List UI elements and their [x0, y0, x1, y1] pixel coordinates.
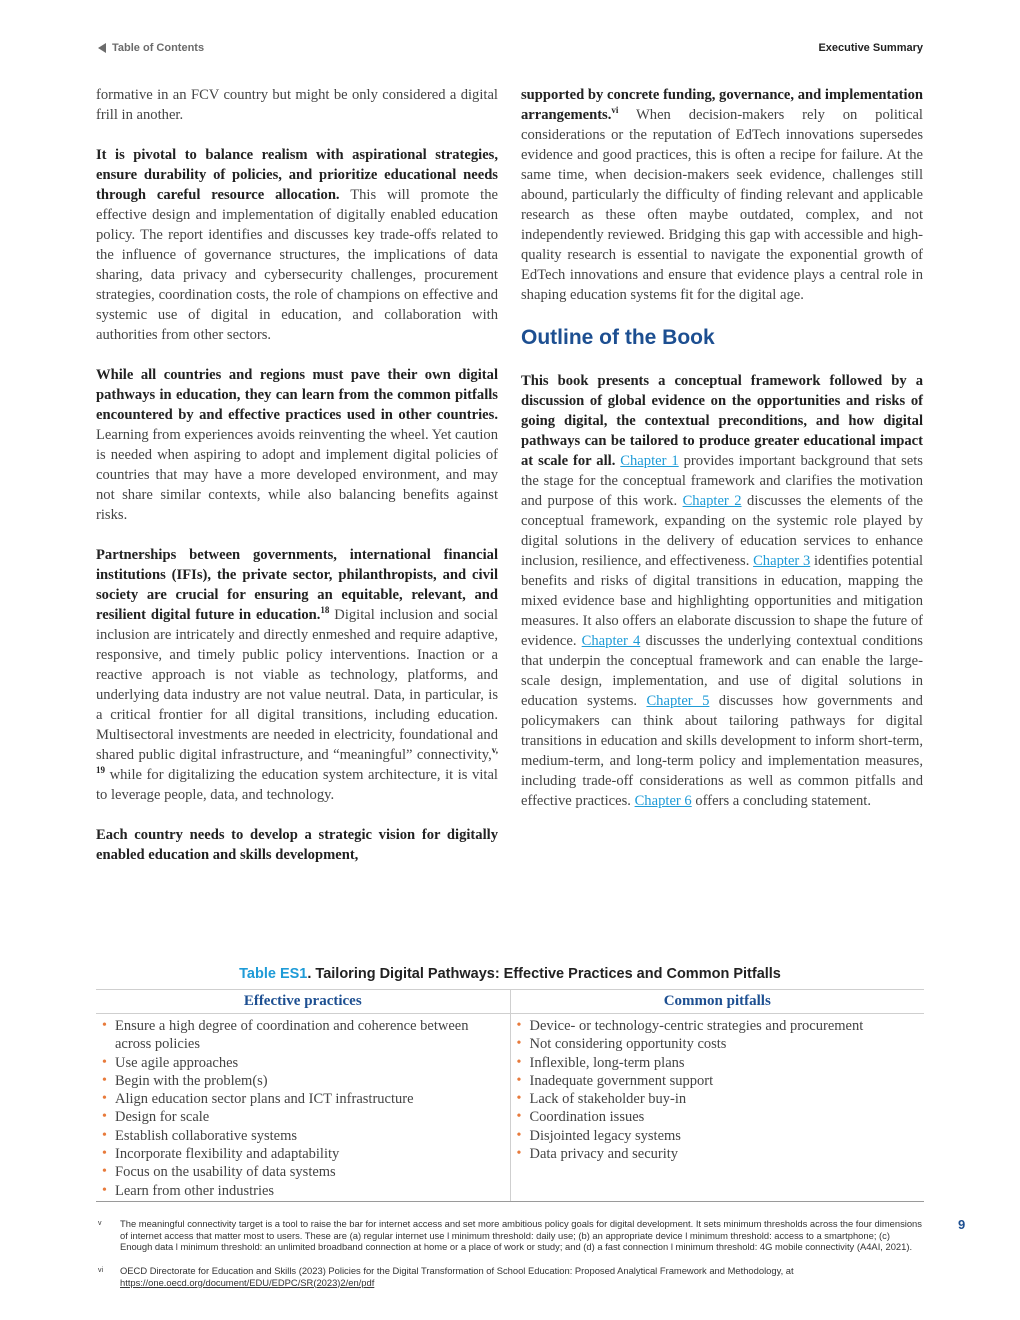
effective-practices-list: [100, 1017, 500, 1200]
bullet-icon: •: [516, 1018, 522, 1033]
list-item: • Use agile approaches: [102, 1054, 239, 1071]
list-item: • Focus on the usability of data systems: [102, 1164, 336, 1181]
bullet-icon: •: [516, 1036, 522, 1052]
list-item: • Lack of stakeholder buy-in: [516, 1091, 687, 1108]
list-item: • Coordination issues: [516, 1109, 645, 1126]
list-item: • Begin with the problem(s): [102, 1072, 268, 1089]
common-pitfalls-list: [515, 1017, 915, 1163]
table-header-row: [96, 990, 924, 1014]
bullet-icon: •: [102, 1146, 107, 1162]
list-item: • Not considering opportunity costs: [516, 1036, 727, 1053]
column-header-effective: Effective practices: [96, 990, 511, 1013]
list-item: • Inflexible, long-term plans: [516, 1054, 685, 1071]
footnote-marker: v: [98, 1220, 102, 1227]
section-heading: Outline of the Book: [521, 326, 715, 349]
bullet-icon: •: [102, 1054, 107, 1070]
list-item: • Disjointed legacy systems: [516, 1127, 681, 1144]
bullet-icon: •: [516, 1109, 522, 1125]
paragraph: It is pivotal to balance realism with aspirational strategies, ensure durability of policies, and prioritize educational needs through careful resource allocation. This will promote the effective design and implementation of digitally enabled education policy. The report identifies and discusses key trade-offs related to the influence of governance structures, the implications of data sharing, data privacy and cybersecurity challenges, procurement strategies, coordination costs, the role of champions on effective and systemic use of digital in education, and collaboration with authorities from other sectors.: [96, 147, 498, 343]
paragraph: While all countries and regions must pave their own digital pathways in education, they can learn from the common pitfalls encountered by and effective practices used in other countries. Learning from experiences avoids reinventing the wheel. Yet caution is needed when aspiring to adopt and implement digital policies of countries that may have a more developed environment, and may not share similar contexts, while also balancing benefits against risks.: [96, 367, 499, 523]
list-item: • Align education sector plans and ICT infrastructure: [102, 1091, 414, 1108]
footnote-ref[interactable]: vi: [611, 105, 619, 116]
chapter-2-link[interactable]: Chapter 2: [682, 493, 742, 509]
chapter-3-link[interactable]: Chapter 3: [753, 553, 811, 569]
footnote-v: [98, 1218, 924, 1253]
bullet-icon: •: [102, 1164, 107, 1180]
oecd-document-link[interactable]: https://one.oecd.org/document/EDU/EDPC/SR(2023)2/en/pdf: [120, 1276, 375, 1288]
list-item: • Learn from other industries: [102, 1182, 275, 1199]
paragraph: Each country needs to develop a strategic vision for digitally enabled education and skills development,: [96, 827, 498, 863]
footnote-text: The meaningful connectivity target is a tool to raise the bar for internet access and set more ambitious policy goals for digital development. It sets minimum thresholds across the four dimensions of internet access that matter most to users. These are (a) regular internet use l minimum threshold: daily use; (b) an appropriate device l minimum threshold: access to a smartphone; (c) Enough data l minimum threshold: an unlimited broadband connection at home or a place of work or study; and (d) a fast connection l minimum threshold: 4G mobile connectivity (A4AI, 2021).: [120, 1218, 922, 1253]
paragraph: supported by concrete funding, governance, and implementation arrangements.$^{vi}$ When decision-makers rely on political considerations or the reputation of EdTech innovations supersedes evidence and good practices, this is often a recipe for failure. At the same time, when decision-makers seek evidence, challenges still abound, particularly the difficulty of finding relevant and applicable research as these often maybe outdated, complex, and not independently reviewed. Bridging this gap with accessible and high-quality research is essential to navigate the exponential growth of EdTech innovations and ensure that evidence plays a central role in shaping education systems fit for the digital age.: [521, 87, 923, 303]
chapter-6-link[interactable]: Chapter 6: [634, 793, 692, 809]
bullet-icon: •: [516, 1146, 522, 1162]
bullet-icon: •: [102, 1018, 107, 1033]
chapter-5-link[interactable]: Chapter 5: [646, 693, 710, 709]
back-arrow-icon: [98, 43, 106, 53]
list-item: • Inadequate government support: [516, 1072, 714, 1089]
bullet-icon: •: [516, 1127, 522, 1143]
footnote-ref[interactable]: v, 19: [96, 745, 498, 776]
effective-practices-cell: [96, 1014, 511, 1201]
bullet-icon: •: [102, 1182, 107, 1198]
bullet-icon: •: [102, 1127, 107, 1143]
chapter-1-link[interactable]: Chapter 1: [620, 453, 679, 469]
right-column: [521, 85, 923, 831]
footnote-text: OECD Directorate for Education and Skills (2023) Policies for the Digital Transformation of School Education: Proposed Analytical Framework and Methodology, at https://one.oecd.org/document/EDU/EDPC/SR(2023)2/en/pdf: [120, 1265, 794, 1288]
left-column: [96, 85, 498, 885]
paragraph: This book presents a conceptual framework followed by a discussion of global evidence on the opportunities and risks of going digital, the contextual preconditions, and how digital pathways can be tailored to produce greater educational impact at scale for all. Chapter 1 provides important background that sets the stage for the conceptual framework and clarifies the motivation and purpose of this work. Chapter 2 discusses the elements of the conceptual framework, expanding on the systemic role played by digital solutions in the delivery of education services to enhance inclusion, resilience, and effectiveness. Chapter 3 identifies potential benefits and risks of digital transitions in education, mapping the mixed evidence base and highlighting opportunities and mitigation measures. It also offers an elaborate discussion to shape the future of evidence. Chapter 4 discusses the underlying contextual conditions that underpin the conceptual framework and can enable the large-scale design, implementation, and use of digital solutions in education systems. Chapter 5 discusses how governments and policymakers can think about tailoring pathways for digital transitions in education and skills development to inform short-term, medium-term, and long-term policy and implementation measures, including trade-off considerations as well as common pitfalls and effective practices. Chapter 6 offers a concluding statement.: [521, 373, 923, 809]
list-item: • Data privacy and security: [516, 1146, 679, 1163]
footnote-ref[interactable]: 18: [320, 605, 330, 616]
bullet-icon: •: [516, 1072, 522, 1088]
column-header-pitfalls: Common pitfalls: [663, 993, 771, 1009]
table-title: Table ES1. Tailoring Digital Pathways: Effective Practices and Common Pitfalls: [239, 966, 781, 982]
list-item: • Device- or technology-centric strategies and procurement: [516, 1018, 864, 1034]
bullet-icon: •: [102, 1109, 107, 1125]
common-pitfalls-cell: [511, 1014, 925, 1201]
toc-link-label: Table of Contents: [112, 42, 205, 54]
bullet-icon: •: [102, 1091, 107, 1107]
chapter-4-link[interactable]: Chapter 4: [581, 633, 641, 649]
list-item: • Establish collaborative systems: [102, 1127, 298, 1144]
footnote-vi: [98, 1265, 924, 1288]
practices-table: [96, 989, 924, 1202]
paragraph: Partnerships between governments, international financial institutions (IFIs), the private sector, philanthropists, and civil society are crucial for ensuring an equitable, relevant, and resilient digital future in education.$^{18}$ Digital inclusion and social inclusion are intricately and directly enmeshed and require adaptive, responsive, and timely public policy interventions. Inaction or a reactive approach is not viable as technology, platforms, and underlying data industry are not value neutral. Data, in particular, is a critical frontier for all digital transitions, including education. Multisectoral investments are needed in electricity, foundational and shared public digital infrastructure, and “meaningful” connectivity,$^{v, 19}$ while for digitalizing the education system architecture, it is vital to leverage people, data, and technology.: [96, 547, 498, 803]
list-item: • Incorporate flexibility and adaptability: [102, 1146, 340, 1163]
page-number: 9: [958, 1217, 966, 1232]
bullet-icon: •: [102, 1072, 107, 1088]
table-of-contents-link[interactable]: [98, 42, 204, 54]
list-item: • Design for scale: [102, 1109, 210, 1126]
table-body: [96, 1014, 924, 1201]
list-item: • Ensure a high degree of coordination and coherence between across policies: [102, 1018, 469, 1053]
paragraph: formative in an FCV country but might be only considered a digital frill in another.: [96, 87, 498, 123]
section-title: Executive Summary: [818, 42, 923, 54]
bullet-icon: •: [516, 1091, 522, 1107]
footnote-marker: vi: [98, 1267, 104, 1274]
bullet-icon: •: [516, 1054, 522, 1070]
